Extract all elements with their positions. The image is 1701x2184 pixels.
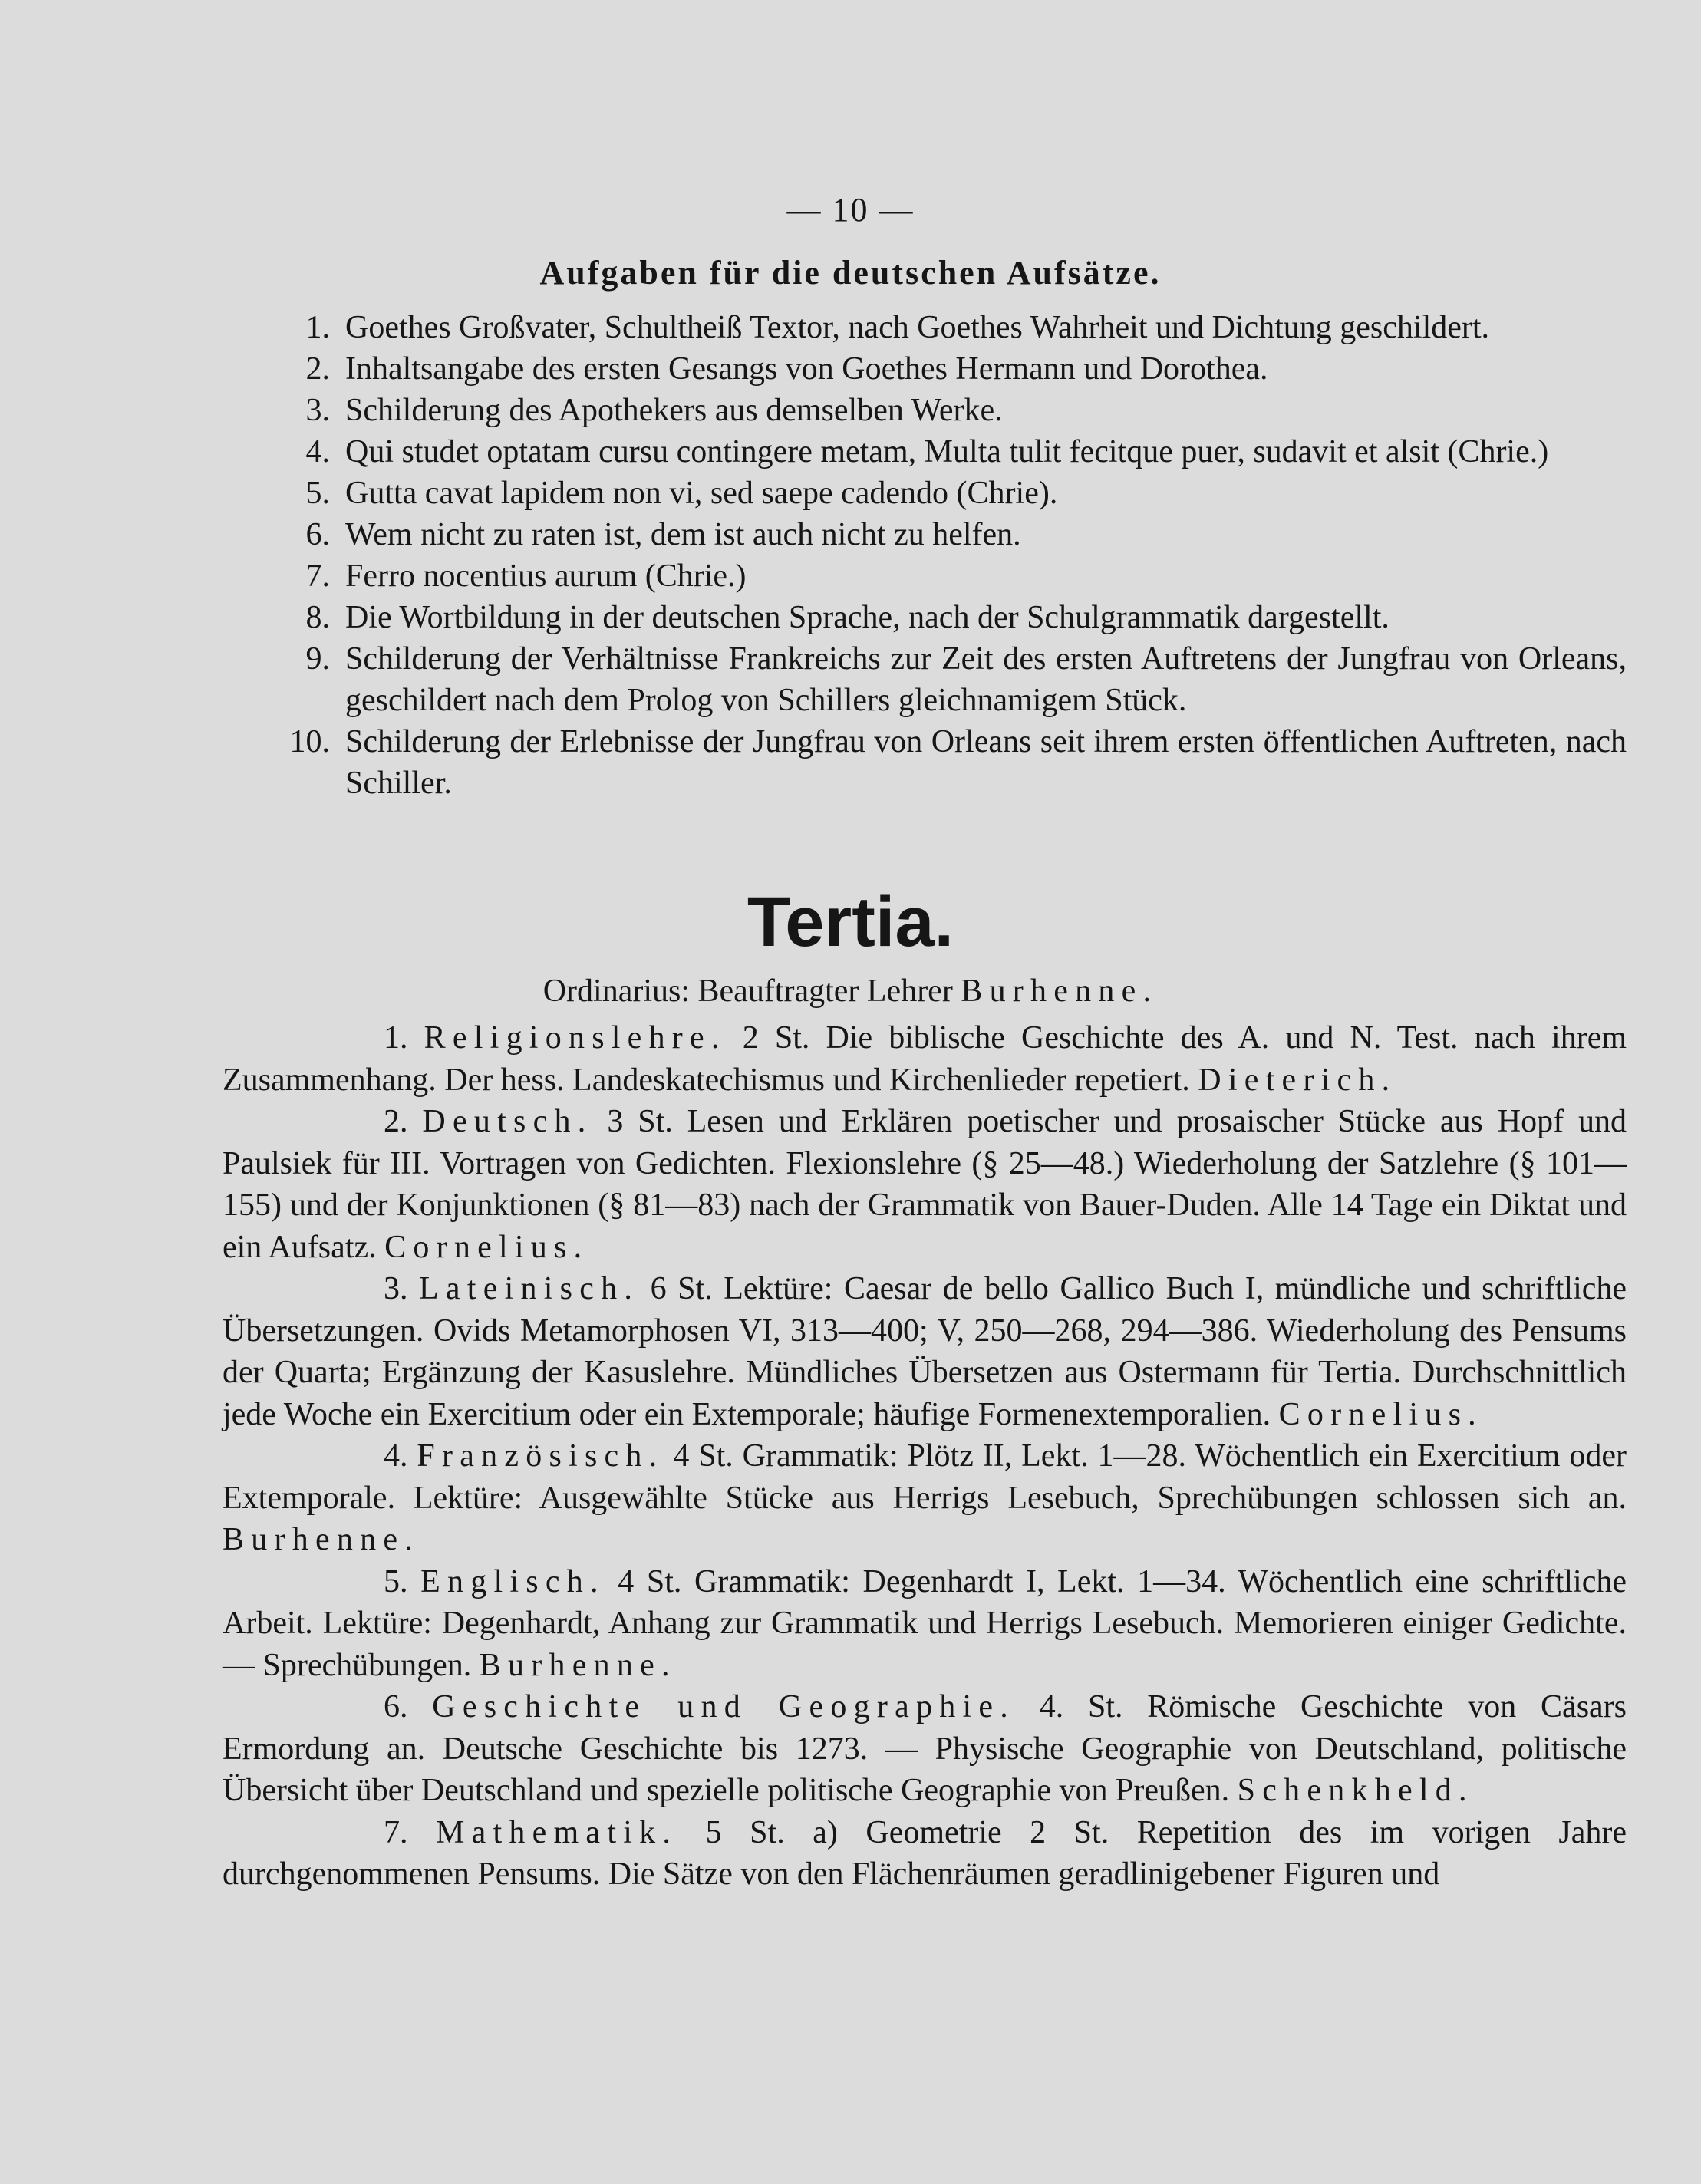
subject-number: 4. [384,1438,408,1474]
item-number: 2. [305,351,330,387]
subject-paragraph [223,1101,1627,1268]
item-number: 5. [305,476,330,511]
class-title: Tertia. [747,883,954,961]
subject-number: 3. [384,1271,408,1306]
list-item [276,348,1627,390]
item-text: Inhaltsangabe des ersten Gesangs von Goethes Hermann und Dorothea. [345,351,1268,387]
list-item [276,638,1627,721]
subject-body: 2 St. Die biblische Geschichte des A. und N. Test. nach ihrem Zusammenhang. Der hess. Landeskatechismus und Kirchenlieder repetiert. [223,1020,1627,1098]
subject-body: 6 St. Lektüre: Caesar de bello Gallico Buch I, mündliche und schriftliche Übersetzungen. Ovids Metamorphosen VI, 313—400; V, 250—268, 294—386. Wiederholung des Pensums der Quarta; Ergänzung der Kasuslehre. Mündliches Übersetzen aus Ostermann für Tertia. Durchschnittlich jede Woche ein Exercitium oder ein Extemporale; häufige Formenextemporalien. [223,1271,1627,1432]
item-text: Gutta cavat lapidem non vi, sed saepe cadendo (Chrie). [345,476,1058,511]
item-text: Schilderung der Verhältnisse Frankreichs zur Zeit des ersten Auftretens der Jungfrau von Orleans, geschildert nach dem Prolog von Schillers gleichnamigem Stück. [345,641,1627,718]
subject-teacher: Cornelius. [384,1229,589,1265]
item-text: Qui studet optatam cursu contingere metam, Multa tulit fecitque puer, sudavit et alsit (Chrie.) [345,434,1549,469]
item-number: 8. [305,600,330,635]
list-item [276,307,1627,348]
subject-body: 5 St. a) Geometrie 2 St. Repetition des im vorigen Jahre durchgenommenen Pensums. Die Sätze von den Flächenräumen geradlinigebener Figuren und [223,1814,1627,1892]
subject-paragraph [223,1561,1627,1687]
list-item [276,390,1627,431]
item-number: 6. [305,517,330,552]
item-number: 10. [289,724,330,759]
list-item [276,514,1627,555]
list-item [276,555,1627,597]
subject-name: Geschichte und Geographie. [432,1689,1015,1724]
subject-number: 1. [384,1020,408,1056]
subject-name: Englisch. [420,1563,605,1599]
ordinarius-label: Ordinarius: Beauftragter Lehrer [542,973,953,1009]
item-number: 7. [305,558,330,594]
ordinarius-line [0,973,1701,1010]
subject-body: 3 St. Lesen und Erklären poetischer und prosaischer Stücke aus Hopf und Paulsiek für III. Vortragen von Gedichten. Flexionslehre (§ 25—48.) Wiederholung der Satzlehre (§ 101—155) und der Konjunktionen (§ 81—83) nach der Grammatik von Bauer-Duden. Alle 14 Tage ein Diktat und ein Aufsatz. [223,1104,1627,1265]
item-number: 9. [305,641,330,677]
item-text: Goethes Großvater, Schultheiß Textor, nach Goethes Wahrheit und Dichtung geschildert. [345,310,1490,345]
subject-paragraph [223,1435,1627,1561]
subject-body: 4 St. Grammatik: Plötz II, Lekt. 1—28. Wöchentlich ein Exercitium oder Extemporale. Lektüre: Ausgewählte Stücke aus Herrigs Lesebuch, Sprechübungen schlossen sich an. [223,1438,1627,1516]
ordinarius-name: Burhenne. [961,973,1159,1009]
subject-teacher: Burhenne. [479,1647,677,1683]
subject-number: 5. [384,1563,408,1599]
list-item [276,473,1627,514]
item-text: Die Wortbildung in der deutschen Sprache, nach der Schulgrammatik dargestellt. [345,600,1389,635]
page-number: — 10 — [786,191,915,229]
subject-teacher: Burhenne. [223,1522,420,1557]
item-text: Wem nicht zu raten ist, dem ist auch nicht zu helfen. [345,517,1021,552]
subject-number: 7. [384,1814,408,1850]
item-number: 3. [305,393,330,428]
subject-name: Lateinisch. [419,1271,640,1306]
item-text: Schilderung der Erlebnisse der Jungfrau von Orleans seit ihrem ersten öffentlichen Auftreten, nach Schiller. [345,724,1627,801]
item-number: 4. [305,434,330,469]
subject-paragraph [223,1017,1627,1101]
subject-teacher: Cornelius. [1278,1396,1483,1432]
essay-topics-heading: Aufgaben für die deutschen Aufsätze. [539,254,1162,292]
subject-name: Deutsch. [422,1104,593,1139]
subject-number: 2. [384,1104,408,1139]
subject-teacher: Schenkheld. [1237,1773,1474,1808]
subject-name: Französisch. [417,1438,664,1474]
item-text: Schilderung des Apothekers aus demselben Werke. [345,393,1003,428]
subject-name: Mathematik. [436,1814,678,1850]
subject-paragraph [223,1812,1627,1896]
item-text: Ferro nocentius aurum (Chrie.) [345,558,747,594]
list-item [276,721,1627,804]
subject-paragraph [223,1686,1627,1812]
item-number: 1. [305,310,330,345]
subjects-section [223,1017,1627,1896]
subject-body: 4. St. Römische Geschichte von Cäsars Ermordung an. Deutsche Geschichte bis 1273. — Physische Geographie von Deutschland, politische Übersicht über Deutschland und spezielle politische Geographie von Preußen. [223,1689,1627,1808]
subject-body: 4 St. Grammatik: Degenhardt I, Lekt. 1—34. Wöchentlich eine schriftliche Arbeit. Lektüre: Degenhardt, Anhang zur Grammatik und Herrigs Lesebuch. Memorieren einiger Gedichte. — Sprechübungen. [223,1563,1627,1683]
subject-paragraph [223,1268,1627,1435]
essay-topics-list [276,307,1627,804]
list-item [276,431,1627,473]
subject-number: 6. [384,1689,408,1724]
list-item [276,597,1627,638]
subject-teacher: Dieterich. [1198,1062,1397,1098]
subject-name: Religionslehre. [424,1020,727,1056]
